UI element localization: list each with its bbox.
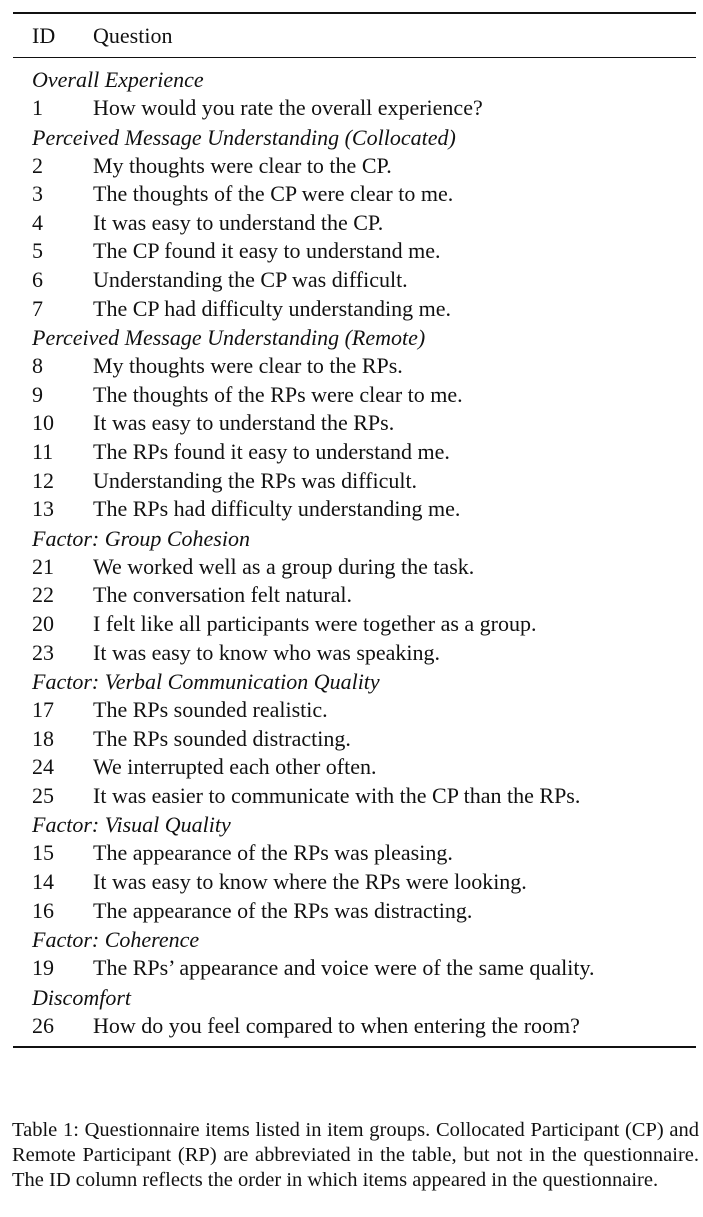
item-question: The appearance of the RPs was pleasing. [93, 840, 453, 866]
item-id: 17 [32, 697, 54, 723]
item-id: 11 [32, 438, 54, 464]
item-id: 20 [32, 610, 54, 636]
item-question: The RPs’ appearance and voice were of the same quality. [93, 955, 595, 981]
item-id: 9 [32, 381, 43, 407]
table-row [13, 839, 696, 868]
table-header [13, 14, 696, 57]
item-id: 12 [32, 467, 54, 493]
item-question: Understanding the CP was difficult. [93, 266, 408, 292]
group-title: Factor: Coherence [32, 927, 200, 953]
group-title: Overall Experience [32, 67, 204, 92]
table-row [13, 639, 696, 668]
group-title: Factor: Verbal Communication Quality [32, 669, 380, 695]
item-id: 10 [32, 410, 54, 436]
item-id: 1 [32, 95, 43, 120]
item-question: The RPs found it easy to understand me. [93, 438, 450, 464]
item-id: 6 [32, 266, 43, 292]
item-id: 22 [32, 582, 54, 608]
item-question: The CP found it easy to understand me. [93, 238, 441, 264]
item-id: 5 [32, 238, 43, 264]
header-id: ID [32, 22, 56, 48]
item-question: We worked well as a group during the task. [93, 553, 475, 579]
item-id: 16 [32, 897, 54, 923]
item-id: 21 [32, 553, 54, 579]
table-body [13, 58, 696, 1046]
item-question: The RPs had difficulty understanding me. [93, 496, 461, 522]
table-row [13, 295, 696, 324]
item-question: The thoughts of the CP were clear to me. [93, 181, 454, 207]
table-row [13, 725, 696, 754]
item-question: My thoughts were clear to the RPs. [93, 353, 403, 379]
item-question: How do you feel compared to when entering the room? [93, 1012, 580, 1038]
table-row [13, 553, 696, 582]
questionnaire-table [13, 12, 696, 1048]
group-title: Factor: Group Cohesion [32, 525, 250, 551]
table-row [13, 352, 696, 381]
item-question: It was easier to communicate with the CP than the RPs. [93, 782, 581, 808]
item-id: 4 [32, 209, 43, 235]
item-question: I felt like all participants were together as a group. [93, 610, 537, 636]
item-question: We interrupted each other often. [93, 754, 377, 780]
table-row [13, 409, 696, 438]
item-id: 24 [32, 754, 54, 780]
table-row [13, 209, 696, 238]
group-title: Perceived Message Understanding (Collocated) [32, 124, 456, 150]
item-id: 14 [32, 869, 54, 895]
item-id: 7 [32, 295, 43, 321]
table-row [13, 237, 696, 266]
table-row [13, 897, 696, 926]
table-row [13, 1012, 696, 1041]
group-title: Discomfort [32, 984, 131, 1010]
table-row [13, 152, 696, 181]
table-row [13, 495, 696, 524]
item-id: 8 [32, 353, 43, 379]
item-id: 13 [32, 496, 54, 522]
item-question: The RPs sounded realistic. [93, 697, 328, 723]
item-question: The thoughts of the RPs were clear to me. [93, 381, 463, 407]
table-row [13, 753, 696, 782]
bottom-rule [13, 1046, 696, 1048]
item-question: The appearance of the RPs was distracting. [93, 897, 473, 923]
table-row [13, 266, 696, 295]
item-id: 2 [32, 152, 43, 178]
item-question: The conversation felt natural. [93, 582, 353, 608]
table-row [13, 467, 696, 496]
item-id: 26 [32, 1012, 54, 1038]
table-row [13, 868, 696, 897]
item-question: It was easy to understand the CP. [93, 209, 384, 235]
item-id: 25 [32, 782, 54, 808]
item-question: The CP had difficulty understanding me. [93, 295, 452, 321]
group-title: Factor: Visual Quality [32, 812, 231, 838]
table-row [13, 782, 696, 811]
item-question: My thoughts were clear to the CP. [93, 152, 392, 178]
item-question: How would you rate the overall experience? [93, 95, 483, 120]
item-question: Understanding the RPs was difficult. [93, 467, 418, 493]
header-question: Question [93, 22, 173, 48]
table-row [13, 94, 696, 123]
item-id: 19 [32, 955, 54, 981]
item-question: The RPs sounded distracting. [93, 725, 351, 751]
item-question: It was easy to know who was speaking. [93, 639, 441, 665]
table-row [13, 954, 696, 983]
table-row [13, 696, 696, 725]
item-id: 18 [32, 725, 54, 751]
item-question: It was easy to understand the RPs. [93, 410, 395, 436]
table-row [13, 438, 696, 467]
table-row [13, 180, 696, 209]
group-title: Perceived Message Understanding (Remote) [32, 325, 426, 351]
item-question: It was easy to know where the RPs were looking. [93, 869, 527, 895]
table-row [13, 581, 696, 610]
table-row [13, 381, 696, 410]
item-id: 23 [32, 639, 54, 665]
item-id: 3 [32, 181, 43, 207]
item-id: 15 [32, 840, 54, 866]
table-row [13, 610, 696, 639]
table-caption: Table 1: Questionnaire items listed in item groups. Collocated Participant (CP) and Remote Participant (RP) are abbreviated in the table, but not in the questionnaire. The ID column reflects the order in which items appeared in the questionnaire. [12, 1118, 699, 1191]
